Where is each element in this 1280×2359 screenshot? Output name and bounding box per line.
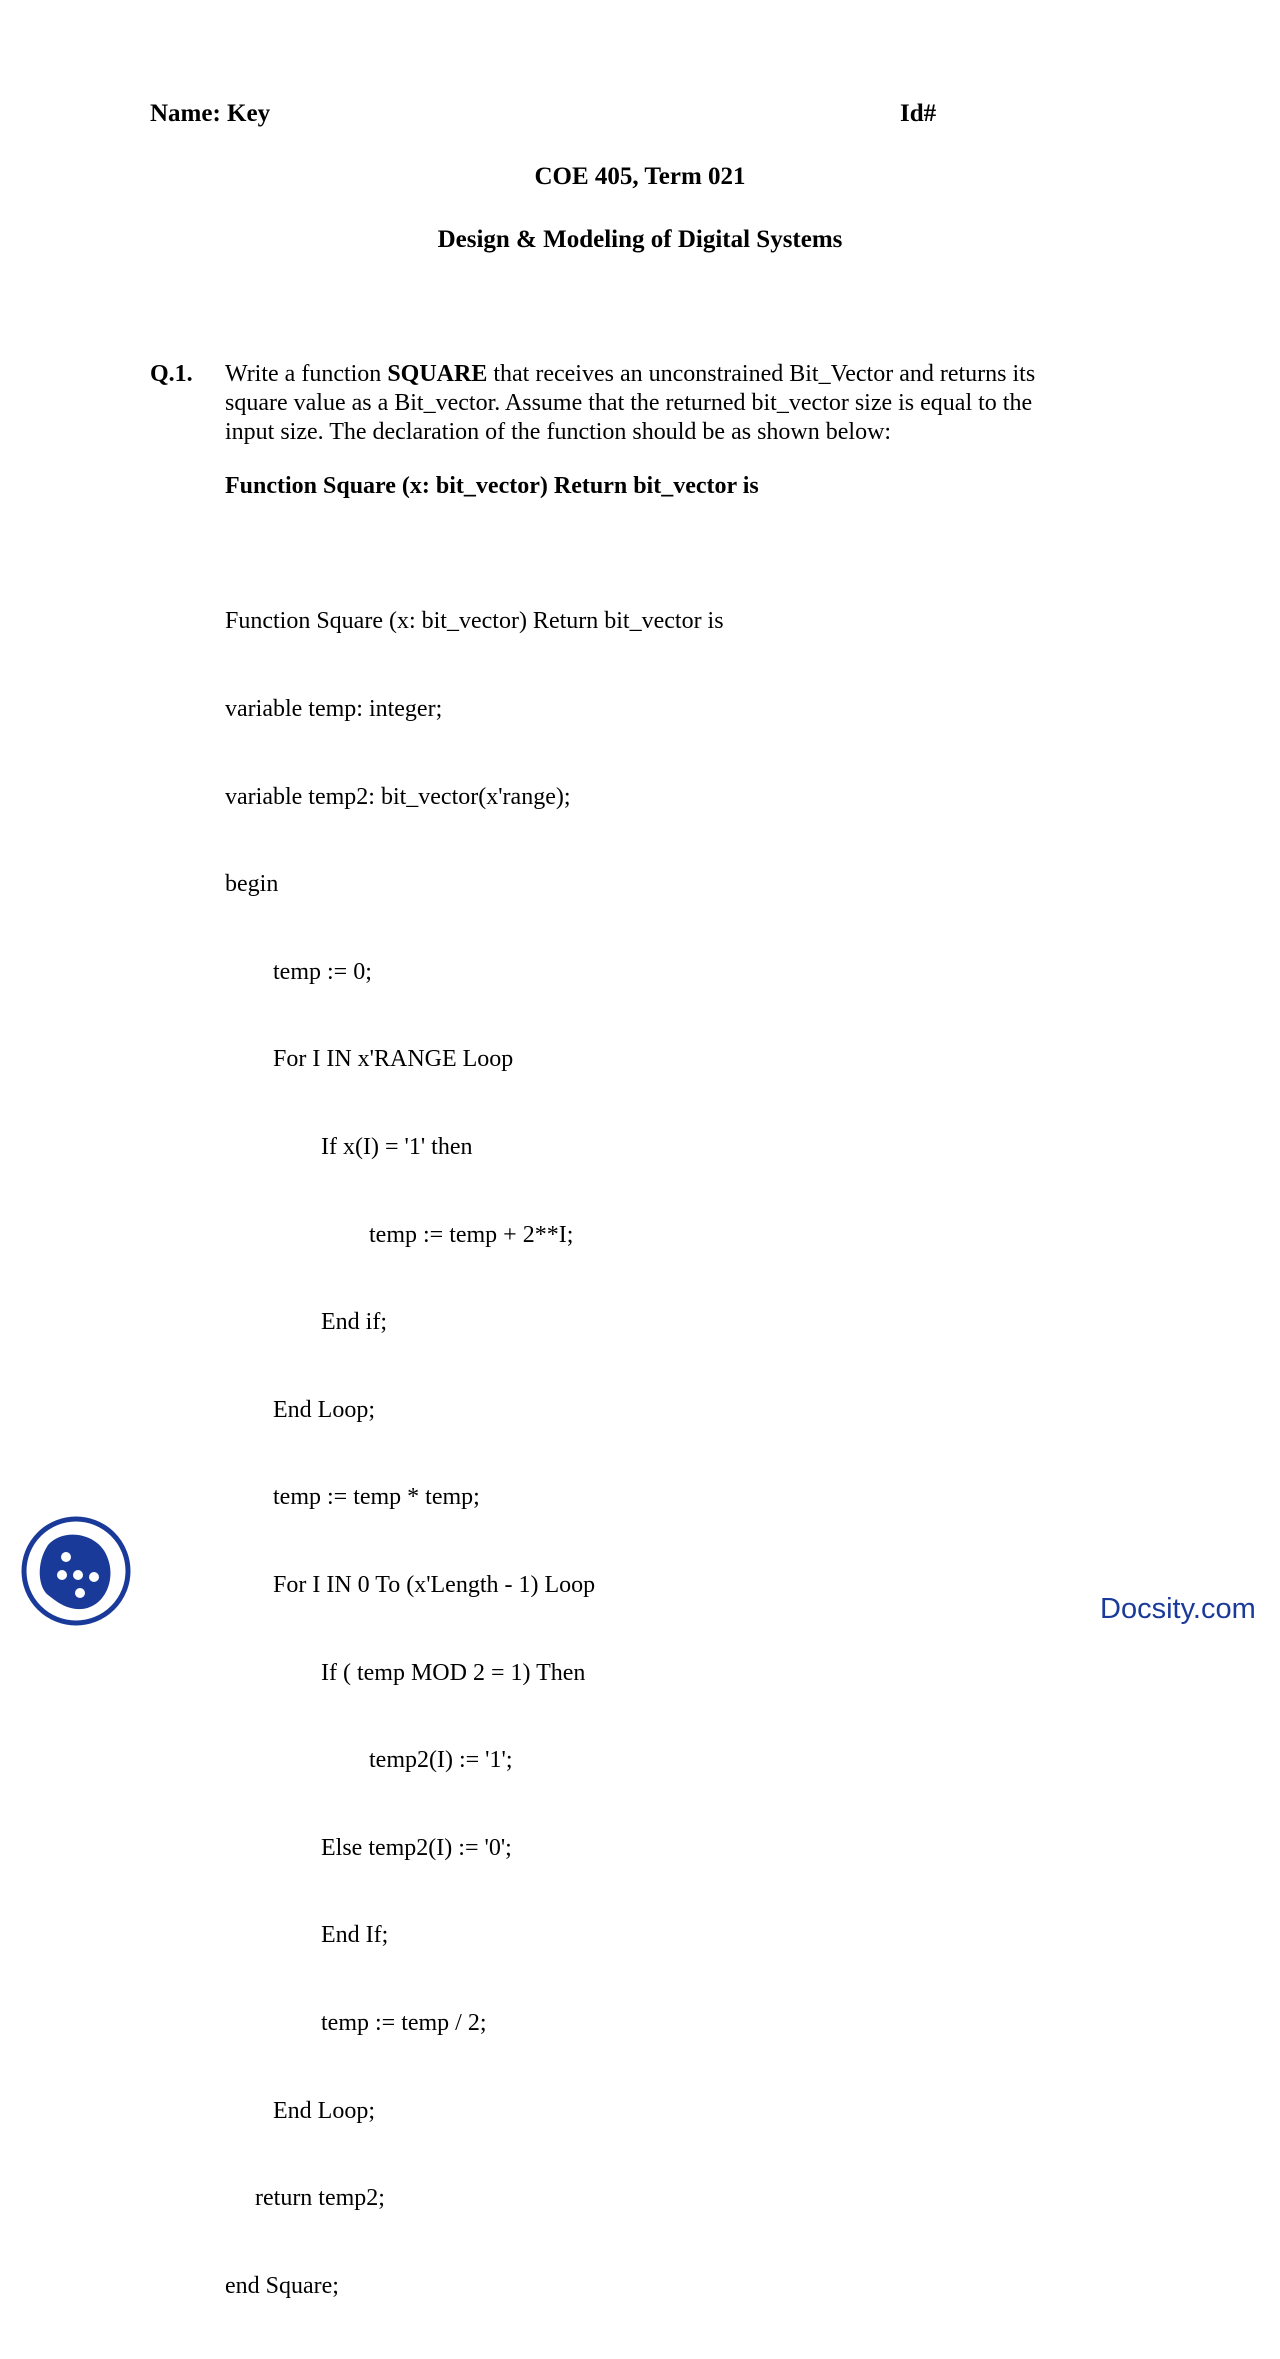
name-field: Name: Key: [150, 100, 271, 127]
code-line: return temp2;: [225, 2185, 385, 2212]
code-line: For I IN 0 To (x'Length - 1) Loop: [225, 1571, 596, 1598]
question-number: Q.1.: [150, 361, 193, 387]
docsity-brand-link[interactable]: Docsity.com: [1100, 1593, 1256, 1625]
code-line: If ( temp MOD 2 = 1) Then: [225, 1659, 586, 1686]
code-line: End Loop;: [225, 1396, 375, 1423]
course-title: COE 405, Term 021: [534, 163, 746, 190]
question-text-pre: Write a function: [225, 361, 388, 387]
question-text-function-name: SQUARE: [387, 361, 488, 387]
code-answer-block: [225, 549, 724, 2359]
question-text: [225, 360, 1085, 447]
code-line: End if;: [225, 1309, 387, 1336]
code-line: temp := temp + 2**I;: [225, 1221, 574, 1248]
code-line: variable temp2: bit_vector(x'range);: [225, 783, 571, 810]
subject-title: Design & Modeling of Digital Systems: [437, 226, 843, 253]
function-declaration: Function Square (x: bit_vector) Return bit_vector is: [225, 473, 759, 499]
docsity-logo-icon[interactable]: [20, 1515, 132, 1627]
code-line: begin: [225, 871, 279, 898]
code-line: For I IN x'RANGE Loop: [225, 1046, 514, 1073]
code-line: temp := 0;: [225, 958, 372, 985]
question-text-post: that receives an unconstrained Bit_Vector and returns its square value as a Bit_vector. Assume that the returned bit_vector size is equal to the input size. The declaration of the function should be as shown below:: [225, 361, 1036, 445]
code-line: If x(I) = '1' then: [225, 1133, 473, 1160]
code-line: temp := temp * temp;: [225, 1484, 480, 1511]
code-line: End If;: [225, 1922, 389, 1949]
code-line: Function Square (x: bit_vector) Return bit_vector is: [225, 608, 724, 635]
code-line: end Square;: [225, 2272, 339, 2299]
code-line: temp := temp / 2;: [225, 2009, 487, 2036]
code-line: End Loop;: [225, 2097, 375, 2124]
id-field: Id#: [900, 100, 937, 127]
code-line: Else temp2(I) := '0';: [225, 1834, 512, 1861]
code-line: variable temp: integer;: [225, 696, 443, 722]
code-line: temp2(I) := '1';: [225, 1747, 513, 1774]
